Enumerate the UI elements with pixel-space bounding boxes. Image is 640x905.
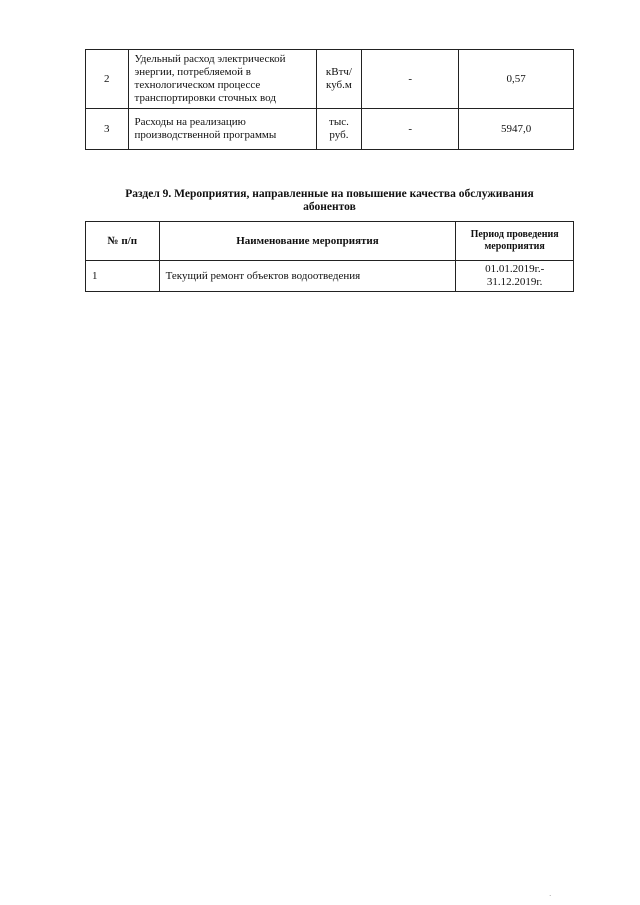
column-header-number: № п/п (86, 222, 160, 261)
scan-mark: · (549, 892, 552, 900)
indicators-table (85, 49, 574, 150)
activity-period: 01.01.2019г.- 31.12.2019г. (456, 261, 574, 292)
table-row (86, 261, 574, 292)
target-value: 0,57 (459, 50, 574, 109)
column-header-period: Период проведения мероприятия (456, 222, 574, 261)
base-value: - (362, 109, 459, 150)
activities-table (85, 221, 574, 292)
activity-number: 1 (86, 261, 160, 292)
base-value: - (362, 50, 459, 109)
indicator-name: Расходы на реализацию производственной программы (128, 109, 316, 150)
indicator-unit: кВтч/ куб.м (316, 50, 361, 109)
table-header-row (86, 222, 574, 261)
indicator-name: Удельный расход электрической энергии, потребляемой в технологическом процессе транспортировки сточных вод (128, 50, 316, 109)
target-value: 5947,0 (459, 109, 574, 150)
indicator-unit: тыс. руб. (316, 109, 361, 150)
section-heading: Раздел 9. Мероприятия, направленные на повышение качества обслуживания абонентов (125, 188, 534, 213)
row-number: 2 (86, 50, 129, 109)
column-header-name: Наименование мероприятия (159, 222, 456, 261)
activity-name: Текущий ремонт объектов водоотведения (159, 261, 456, 292)
table-row (86, 109, 574, 150)
row-number: 3 (86, 109, 129, 150)
table-row (86, 50, 574, 109)
